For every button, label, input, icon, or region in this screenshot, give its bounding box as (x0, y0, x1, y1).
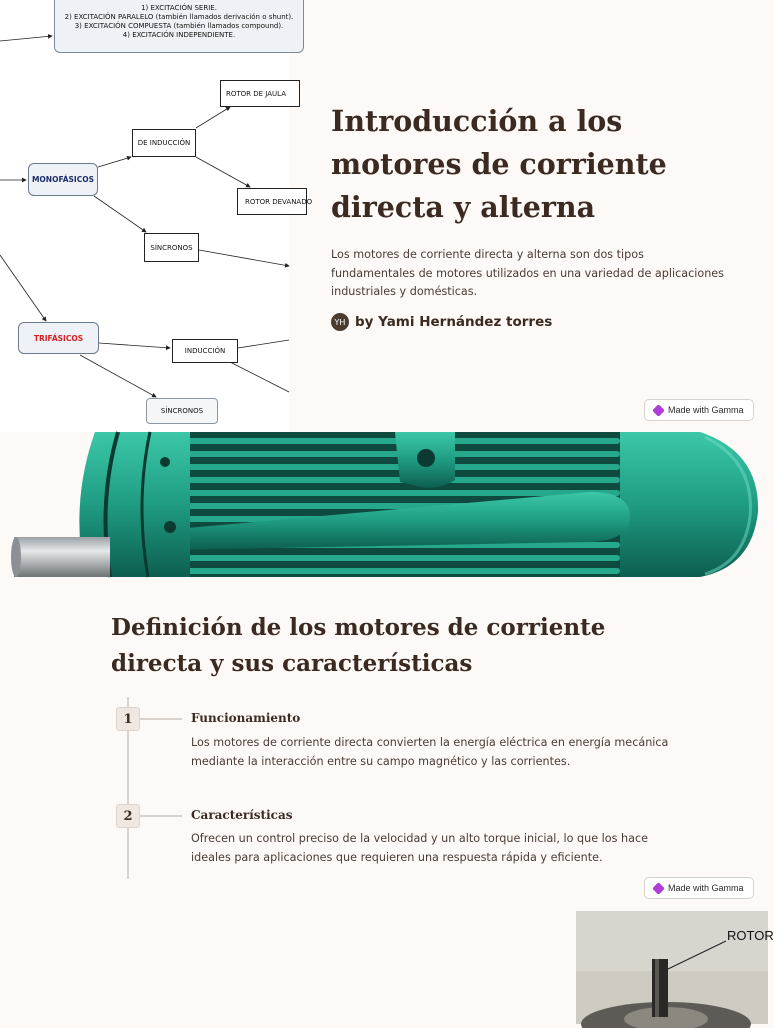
node-rotor-devanado: ROTOR DEVANADO (237, 188, 307, 215)
slide2-title: Definición de los motores de corriente directa y sus características (111, 614, 606, 677)
node-trifasicos: TRIFÁSICOS (18, 322, 99, 354)
node-induccion-tri: INDUCCIÓN (172, 339, 238, 363)
excitation-line-2: 2) EXCITACIÓN PARALELO (también llamados derivación o shunt). (64, 13, 294, 21)
node-monofasicos: MONOFÁSICOS (28, 163, 98, 196)
step-title-funcionamiento: Funcionamiento (191, 711, 301, 725)
step-text-funcionamiento: Los motores de corriente directa convierten la energía eléctrica en energía mecánica mediante la interacción entre su campo magnético y las corrientes. (191, 736, 669, 768)
made-with-gamma-button[interactable] (644, 399, 754, 421)
excitation-line-3: 3) EXCITACIÓN COMPUESTA (también llamados compound). (74, 22, 284, 30)
step-number-2: 2 (116, 804, 140, 828)
author-name: by Yami Hernández torres (355, 314, 553, 330)
made-with-gamma-label: Made with Gamma (668, 883, 744, 893)
excitation-line-1: 1) EXCITACIÓN SERIE. (141, 4, 217, 12)
ac-motor-photo (0, 432, 768, 577)
slide-intro (0, 0, 768, 432)
cooling-fin (180, 555, 620, 561)
cooling-fin (180, 490, 620, 496)
cooling-fin (180, 568, 620, 574)
author-byline (331, 313, 552, 331)
made-with-gamma-label: Made with Gamma (668, 405, 744, 415)
excitation-line-4: 4) EXCITACIÓN INDEPENDIENTE. (122, 31, 236, 39)
ac-motor-illustration (0, 432, 768, 577)
rotor-photo (576, 911, 774, 1024)
node-sincronos-mono: SÍNCRONOS (144, 233, 199, 262)
made-with-gamma-button[interactable] (644, 877, 754, 899)
step-connector-1 (140, 718, 182, 720)
diagram-connectors (0, 0, 289, 432)
motor-classification-diagram (0, 0, 313, 432)
slide1-title: Introducción a los motores de corriente directa y alterna (331, 104, 667, 224)
slide1-description: Los motores de corriente directa y alterna son dos tipos fundamentales de motores utilizados en una variedad de aplicaciones industriales y domésticas. (331, 248, 724, 298)
step-connector-2 (140, 815, 182, 817)
node-sincronos-tri: SÍNCRONOS (146, 398, 218, 424)
step-title-caracteristicas: Características (191, 808, 293, 822)
step-text-caracteristicas: Ofrecen un control preciso de la velocidad y un alto torque inicial, lo que los hace ideales para aplicaciones que requieren una respuesta rápida y eficiente. (191, 832, 648, 864)
rotor-label: ROTOR (727, 928, 774, 943)
gamma-logo-icon (652, 882, 665, 895)
node-rotor-jaula: ROTOR DE JAULA (220, 80, 300, 107)
step-number-1: 1 (116, 707, 140, 731)
node-de-induccion: DE INDUCCIÓN (132, 129, 196, 157)
author-avatar: YH (331, 313, 349, 331)
excitation-types-box (54, 0, 304, 53)
gamma-logo-icon (652, 404, 665, 417)
